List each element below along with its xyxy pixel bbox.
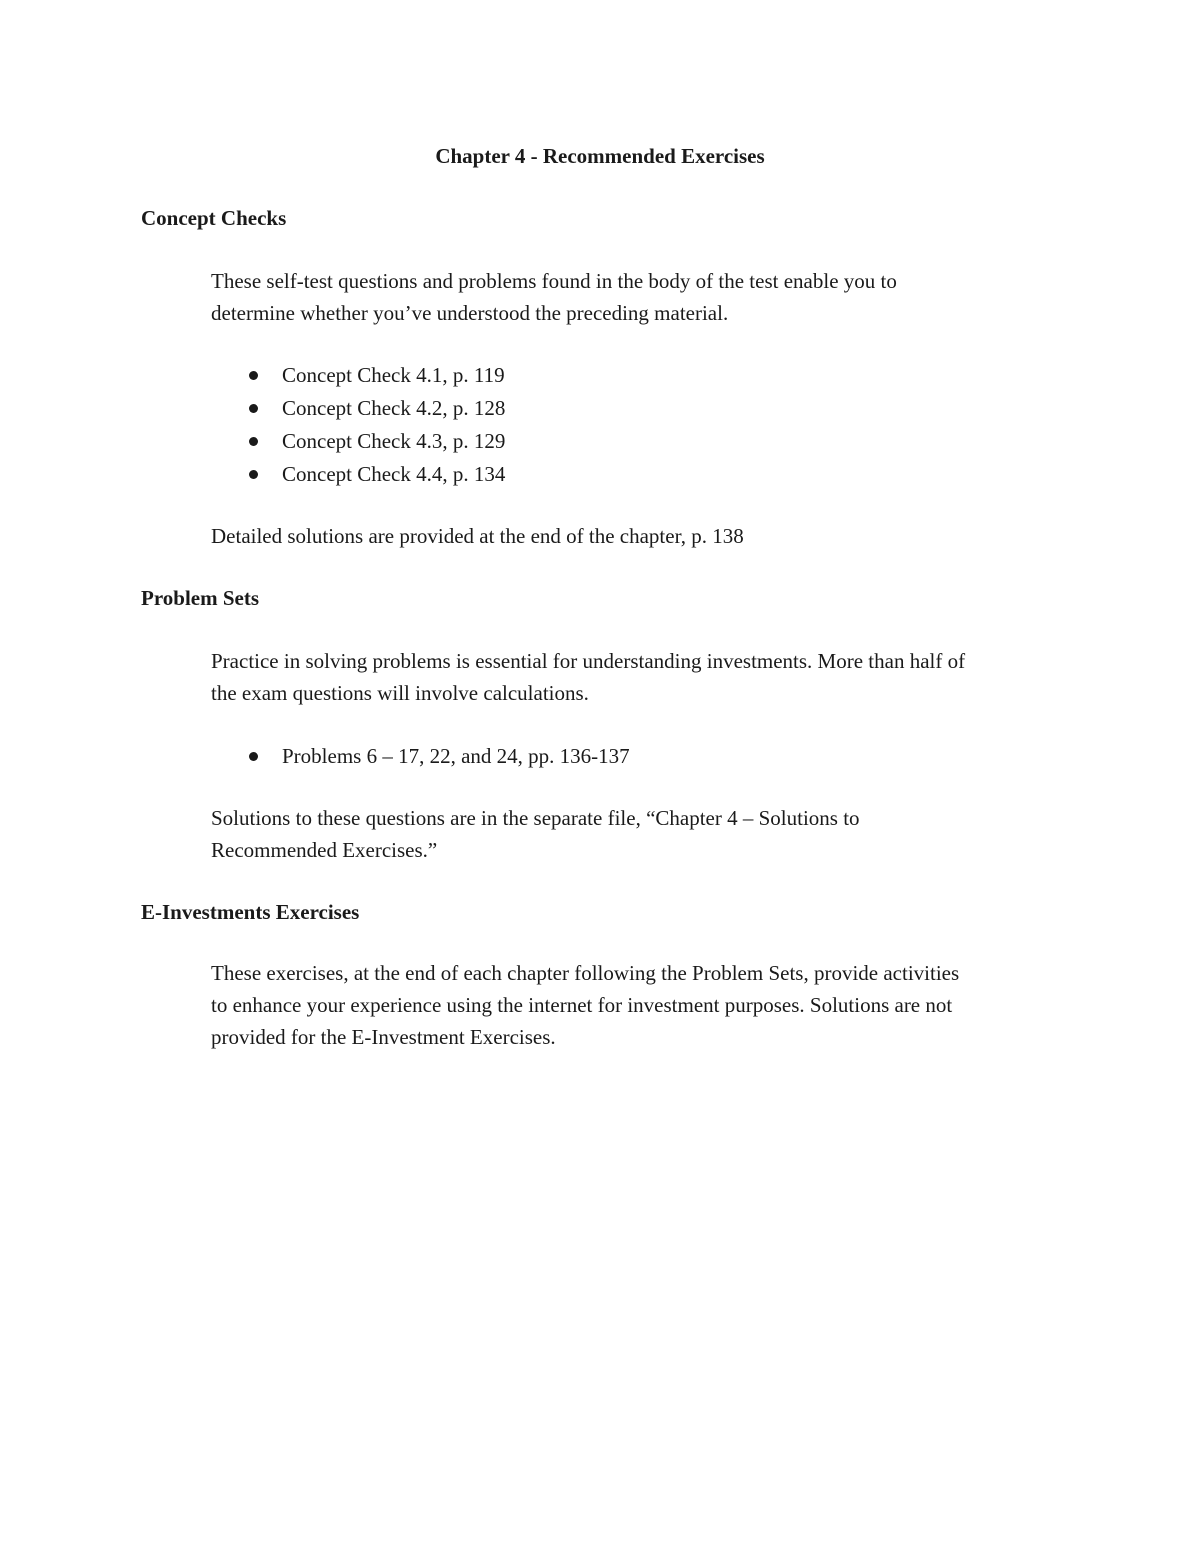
- bullet-icon: [249, 404, 258, 413]
- list-item-text: Concept Check 4.2, p. 128: [282, 396, 506, 420]
- bullet-icon: [249, 470, 258, 479]
- concept-checks-footer: Detailed solutions are provided at the end of the chapter, p. 138: [211, 524, 744, 548]
- concept-checks-intro: [211, 265, 1091, 329]
- section-heading-e-investments: E-Investments Exercises: [141, 900, 360, 924]
- bullet-icon: [249, 752, 258, 761]
- bullet-icon: [249, 437, 258, 446]
- section-heading-concept-checks: Concept Checks: [141, 206, 287, 230]
- list-item-text: Concept Check 4.1, p. 119: [282, 363, 505, 387]
- concept-checks-intro-line: determine whether you’ve understood the preceding material.: [211, 301, 729, 325]
- list-item: [211, 740, 630, 773]
- e-investments-body-line: These exercises, at the end of each chapter following the Problem Sets, provide activities: [211, 961, 960, 985]
- list-item: [211, 392, 505, 425]
- problem-sets-intro-line: the exam questions will involve calculations.: [211, 681, 589, 705]
- problem-sets-footer-line: Recommended Exercises.”: [211, 838, 438, 862]
- list-item-text: Concept Check 4.3, p. 129: [282, 429, 506, 453]
- list-item: [211, 458, 505, 491]
- problem-sets-footer: [211, 802, 1091, 866]
- list-item-text: Problems 6 – 17, 22, and 24, pp. 136-137: [282, 744, 630, 768]
- list-item: [211, 425, 505, 458]
- list-item: [211, 359, 505, 392]
- e-investments-body-line: to enhance your experience using the internet for investment purposes. Solutions are not: [211, 993, 953, 1017]
- problem-sets-list: [211, 740, 630, 773]
- e-investments-body: [211, 957, 1091, 1053]
- bullet-icon: [249, 371, 258, 380]
- concept-checks-intro-line: These self-test questions and problems found in the body of the test enable you to: [211, 269, 897, 293]
- section-heading-problem-sets: Problem Sets: [141, 586, 260, 610]
- problem-sets-intro-line: Practice in solving problems is essential for understanding investments. More than half of: [211, 649, 966, 673]
- list-item-text: Concept Check 4.4, p. 134: [282, 462, 506, 486]
- problem-sets-intro: [211, 645, 1091, 709]
- e-investments-body-line: provided for the E-Investment Exercises.: [211, 1025, 556, 1049]
- concept-checks-list: [211, 359, 505, 491]
- page-title: Chapter 4 - Recommended Exercises: [435, 144, 765, 168]
- problem-sets-footer-line: Solutions to these questions are in the separate file, “Chapter 4 – Solutions to: [211, 806, 860, 830]
